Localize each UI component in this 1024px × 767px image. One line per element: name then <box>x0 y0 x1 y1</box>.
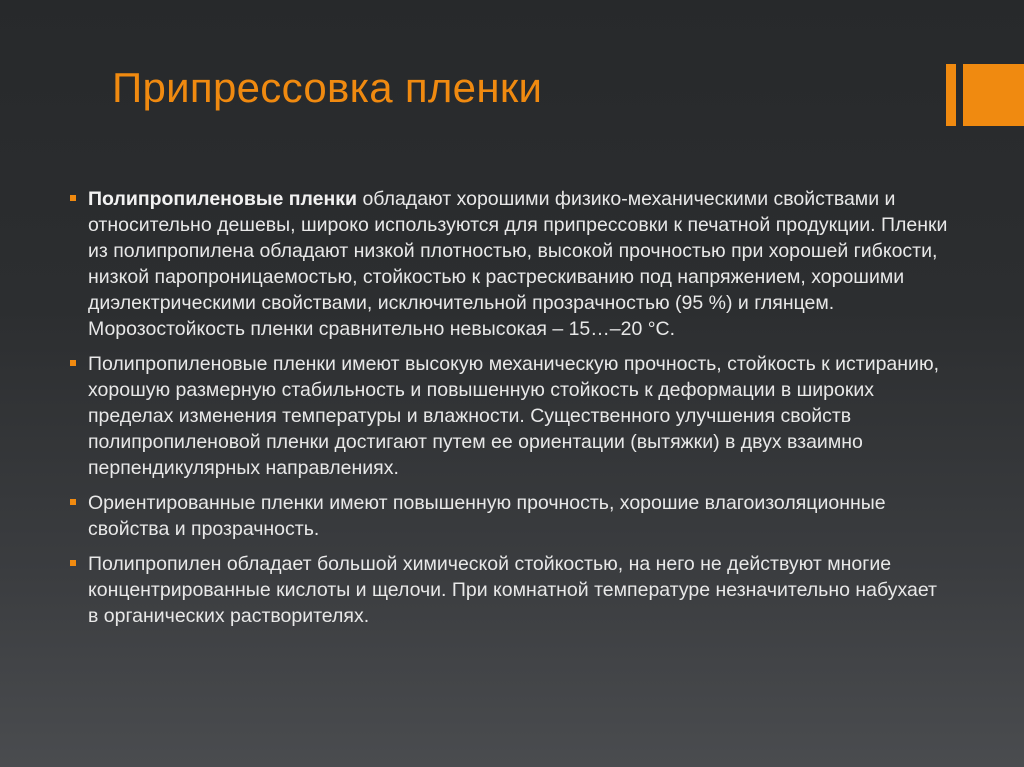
bullet-text: Полипропилен обладает большой химической стойкостью, на него не действуют многие концентрированные кислоты и щелочи. При комнатной температуре незначительно набухает в органических растворителях. <box>88 553 937 627</box>
bullet-item <box>70 490 950 542</box>
bullet-square-icon <box>70 499 76 505</box>
bullet-square-icon <box>70 560 76 566</box>
bullet-item <box>70 351 950 481</box>
bullet-text <box>88 186 950 342</box>
bullet-text: Полипропиленовые пленки имеют высокую механическую прочность, стойкость к истиранию, хорошую размерную стабильность и повышенную стойкость к деформации в широких пределах изменения температуры и влажности. Существенного улучшения свойств полипропиленовой пленки достигают путем ее ориентации (вытяжки) в двух взаимно перпендикулярных направлениях. <box>88 353 939 479</box>
accent-bar-wide <box>963 64 1024 126</box>
accent-bar-thin <box>946 64 956 126</box>
bullet-square-icon <box>70 195 76 201</box>
bullet-bold-term: Полипропиленовые пленки <box>88 188 358 210</box>
bullet-body: обладают хорошими физико-механическими свойствами и относительно дешевы, широко используются для припрессовки к печатной продукции. Пленки из полипропилена обладают низкой плотностью, высокой прочностью при хорошей гибкости, низкой паропроницаемостью, стойкостью к растрескиванию под напряжением, хорошими диэлектрическими свойствами, исключительной прозрачностью (95 %) и глянцем. Морозостойкость пленки сравнительно невысокая – 15…–20 °С. <box>88 188 948 340</box>
bullet-text: Ориентированные пленки имеют повышенную прочность, хорошие влагоизоляционные свойства и прозрачность. <box>88 492 886 540</box>
slide-title: Припрессовка пленки <box>112 64 543 111</box>
bullet-item <box>70 551 950 629</box>
bullet-list <box>70 186 950 638</box>
bullet-item <box>70 186 950 342</box>
bullet-square-icon <box>70 360 76 366</box>
